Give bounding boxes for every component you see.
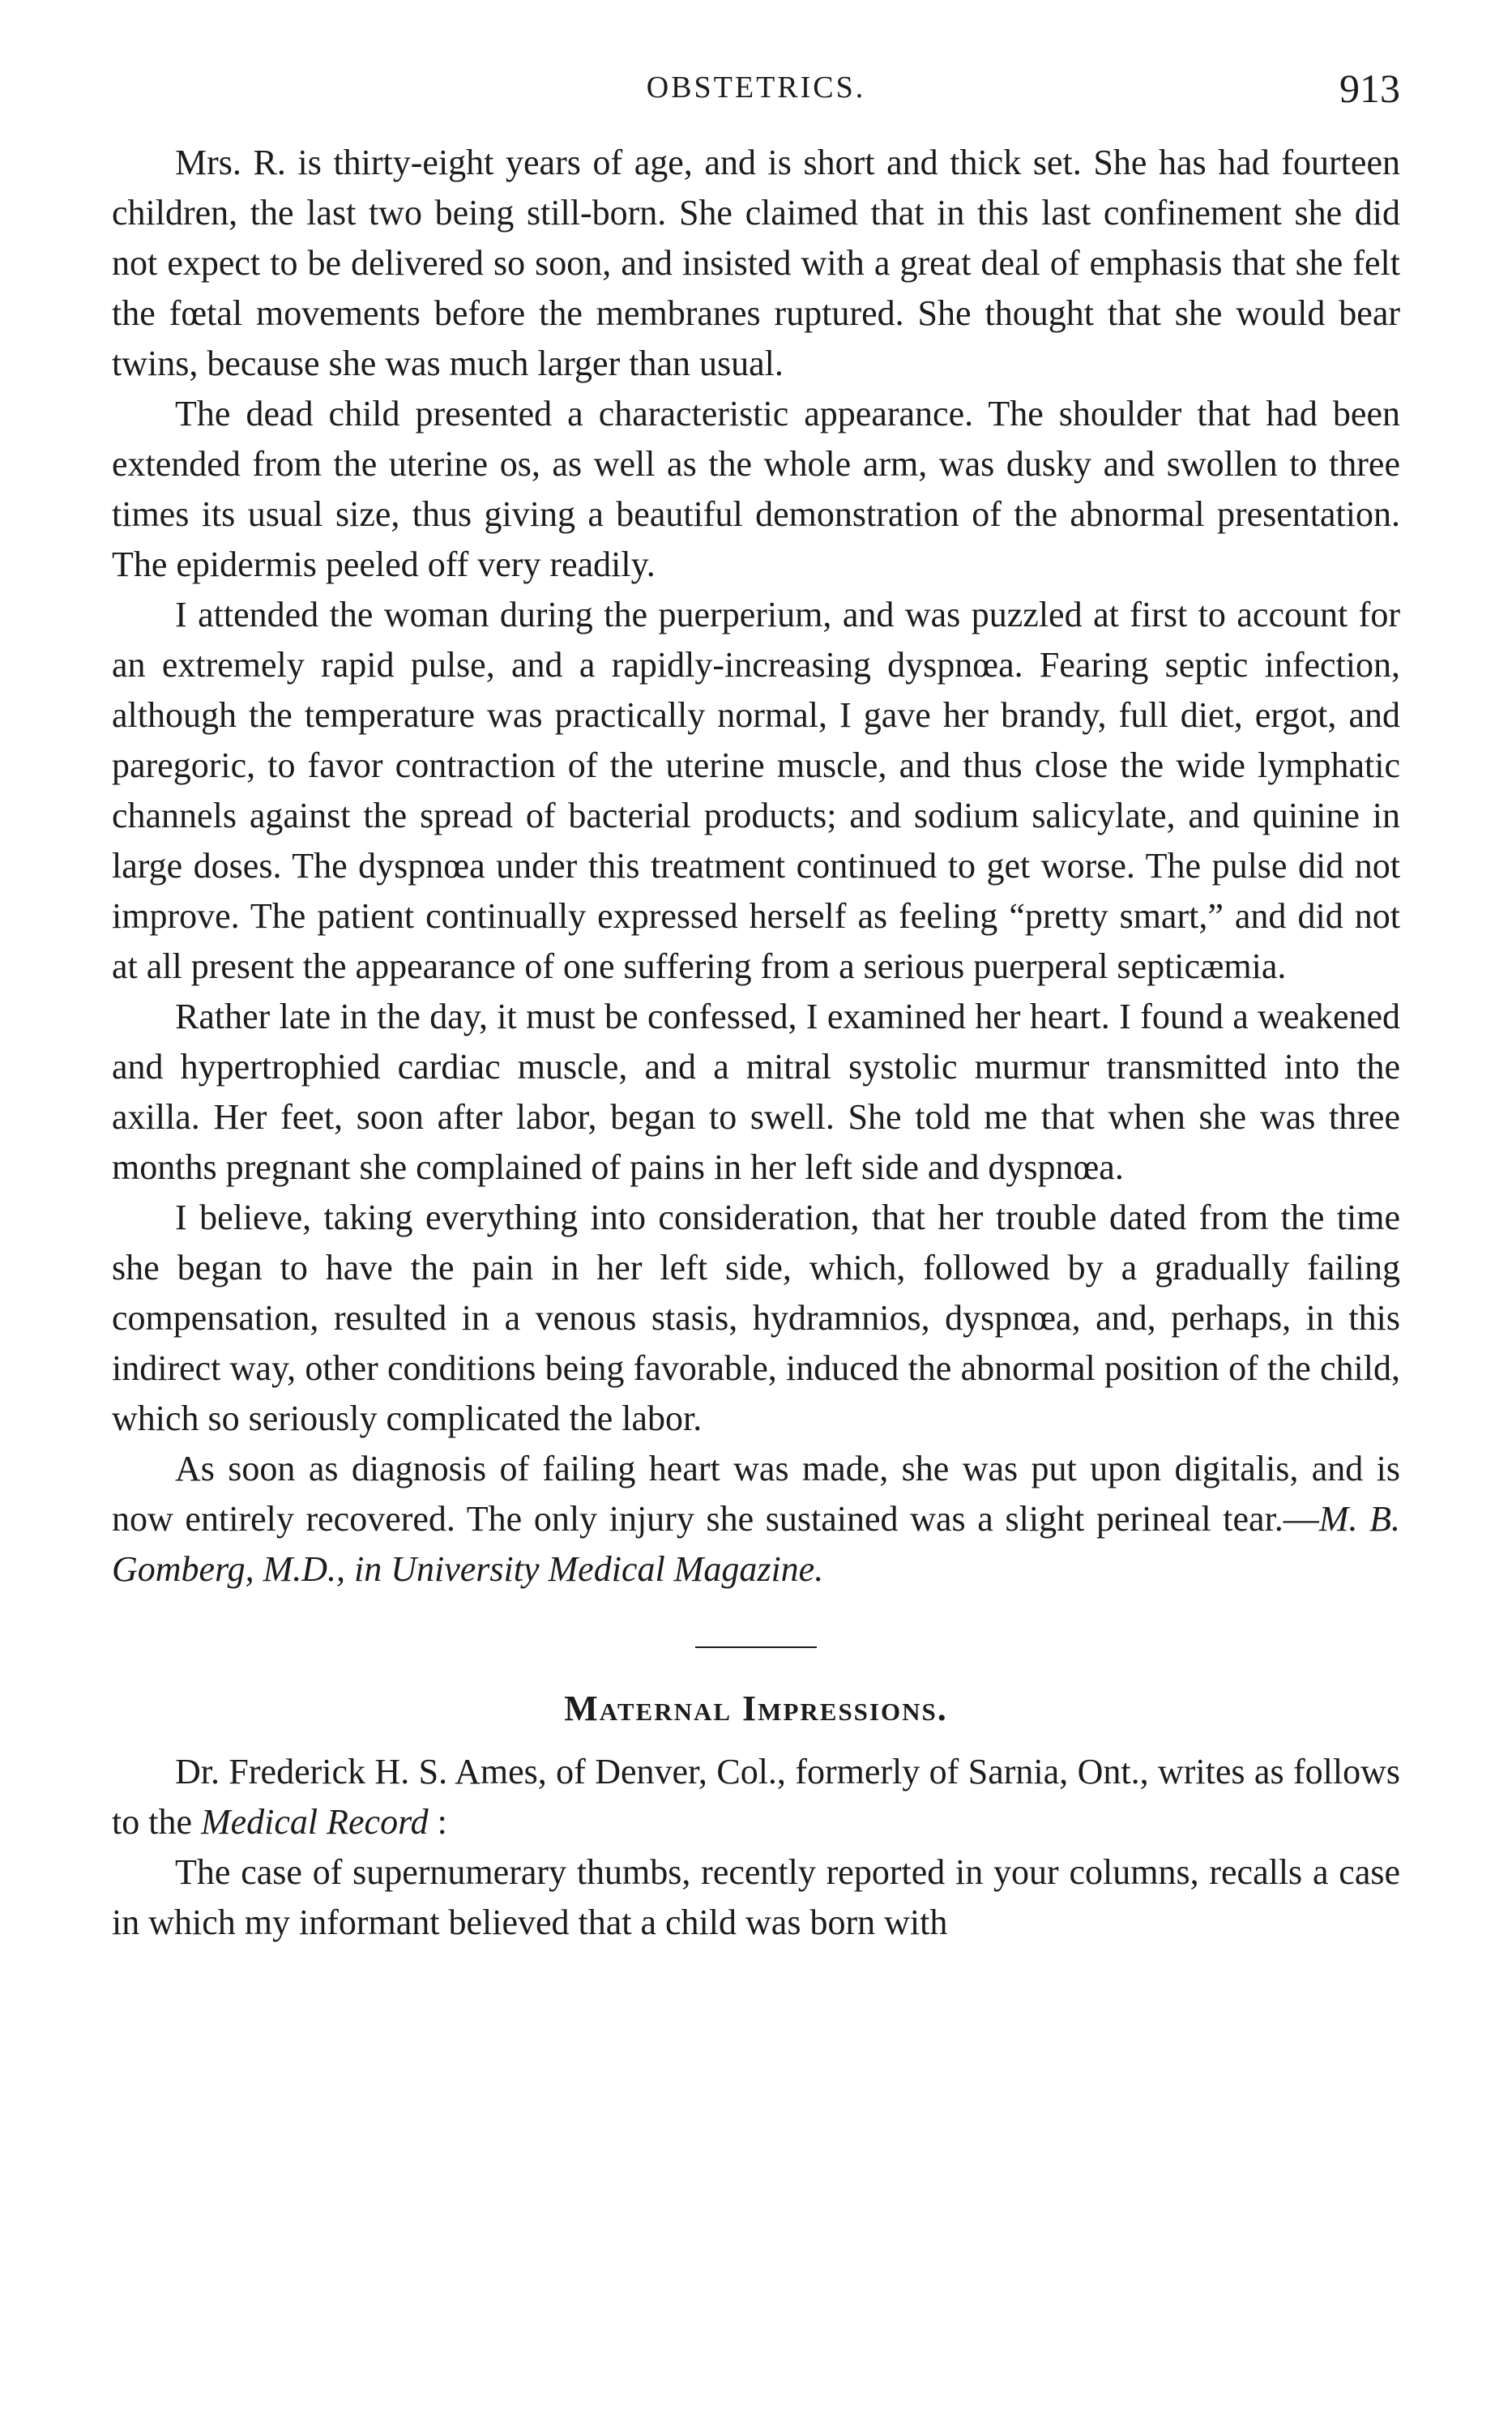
page-number: 913 — [1339, 66, 1400, 111]
paragraph-dead-child: The dead child presented a characteristic appearance. The shoulder that had been extended from the uterine os, as well as the whole arm, was dusky and swollen to three times its usual size, thus giving a beautiful demonstration of the abnormal presentation. The epidermis peeled off very readily. — [112, 394, 1400, 584]
paragraph-patient-history: Mrs. R. is thirty-eight years of age, and is short and thick set. She has had fourteen children, the last two being still-born. She claimed that in this last confinement she did not expect to be delivered so soon, and insisted with a great deal of emphasis that she felt the fœtal movements before the membranes ruptured. She thought that she would bear twins, because she was much larger than usual. — [112, 143, 1400, 383]
paragraph-section-intro — [112, 1747, 1400, 1847]
running-head — [112, 65, 1400, 138]
intro-source: Medical Record — [200, 1802, 429, 1842]
intro-end: : — [428, 1802, 447, 1842]
section-divider — [695, 1646, 817, 1648]
paragraph-conclusion: I believe, taking everything into consideration, that her trouble dated from the time she began to have the pain in her left side, which, followed by a gradually failing compensation, resulted in a venous stasis, hydramnios, dyspnœa, and, perhaps, in this indirect way, other conditions being favorable, induced the abnormal position of the child, which so seriously complicated the labor. — [112, 1198, 1400, 1438]
paragraph-section-body: The case of supernumerary thumbs, recently reported in your columns, recalls a case in which my informant believed that a child was born with — [112, 1852, 1400, 1942]
intro-text: Dr. Frederick H. S. Ames, of Denver, Col., formerly of Sarnia, Ont., writes as follows to the — [112, 1752, 1400, 1842]
paragraph-heart-exam: Rather late in the day, it must be confessed, I examined her heart. I found a weakened and hypertrophied cardiac muscle, and a mitral systolic murmur transmitted into the axilla. Her feet, soon after labor, began to swell. She told me that when she was three months pregnant she complained of pains in her left side and dyspnœa. — [112, 997, 1400, 1187]
running-title: OBSTETRICS. — [646, 70, 866, 105]
recovery-text: As soon as diagnosis of failing heart was made, she was put upon digitalis, and is now entirely recovered. The only injury she sustained was a slight perineal tear.— — [112, 1449, 1400, 1539]
paragraph-recovery — [112, 1444, 1400, 1595]
paragraph-puerperium: I attended the woman during the puerperium, and was puzzled at first to account for an extremely rapid pulse, and a rapidly-increasing dyspnœa. Fearing septic infection, although the temperature was practically normal, I gave her brandy, full diet, ergot, and paregoric, to favor contraction of the uterine muscle, and thus close the wide lymphatic channels against the spread of bacterial products; and sodium salicylate, and quinine in large doses. The dyspnœa under this treatment continued to get worse. The pulse did not improve. The patient continually expressed herself as feeling “pretty smart,” and did not at all present the appearance of one suffering from a serious puerperal septicæmia. — [112, 595, 1400, 986]
book-page — [112, 65, 1400, 1948]
citation: M. B. Gomberg, M.D., in University Medical Magazine. — [112, 1499, 1400, 1589]
section-heading: Maternal Impressions. — [564, 1689, 948, 1728]
